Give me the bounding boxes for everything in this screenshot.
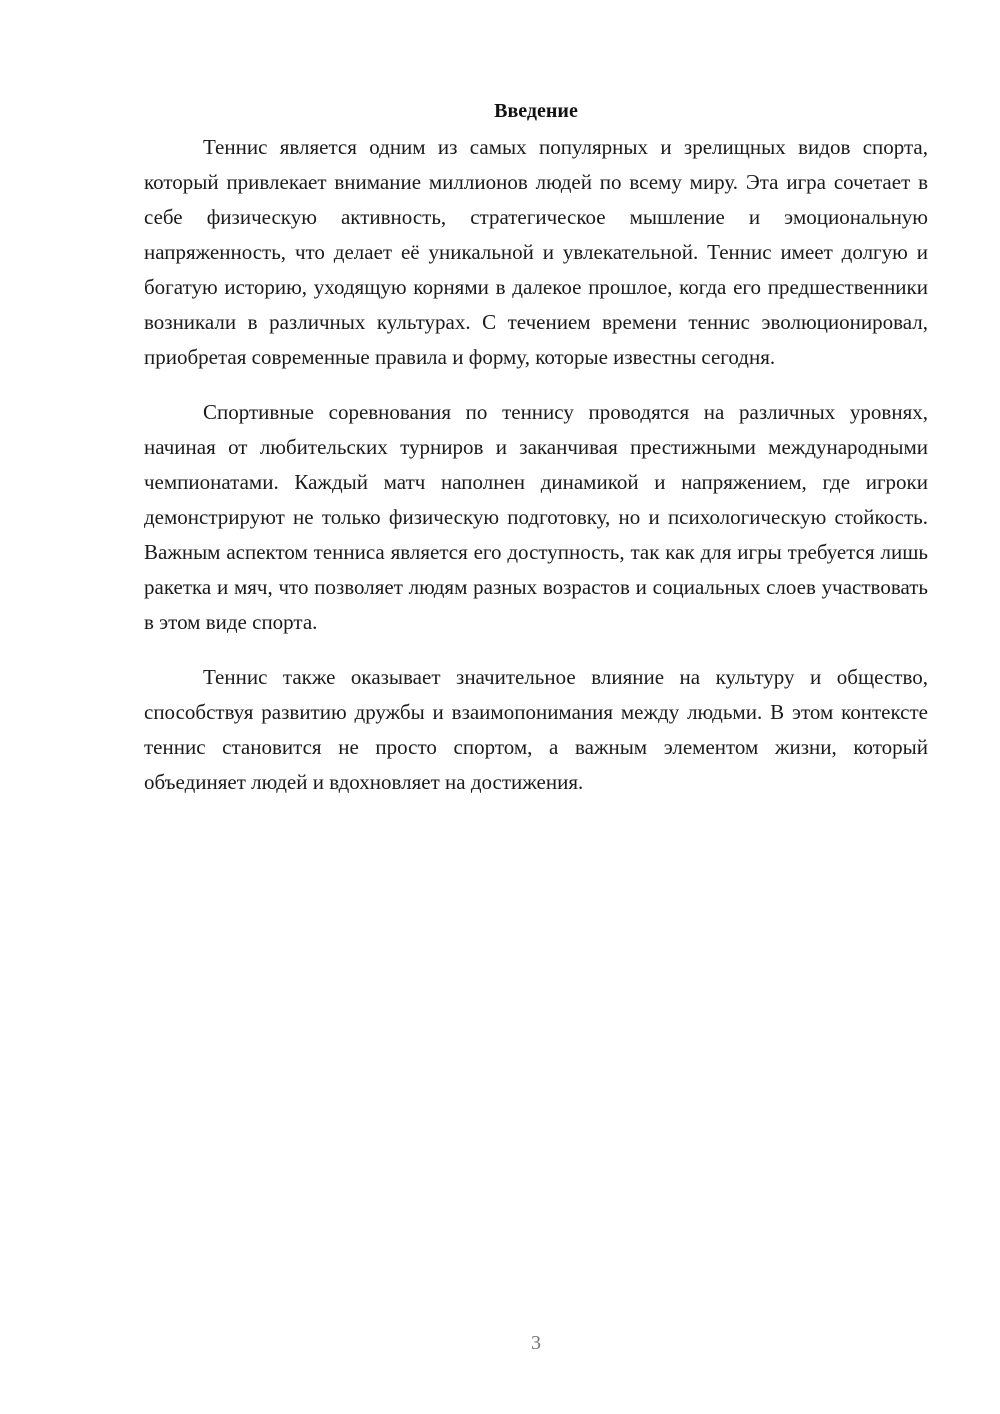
paragraph-1: Теннис является одним из самых популярных и зрелищных видов спорта, который привлекает внимание миллионов людей по всему миру. Эта игра сочетает в себе физическую активность, стратегическое мышление и эмоциональную напряженность, что делает её уникальной и увлекательной. Теннис имеет долгую и богатую историю, уходящую корнями в далекое прошлое, когда его предшественники возникали в различных культурах. С течением времени теннис эволюционировал, приобретая современные правила и форму, которые известны сегодня. [144, 135, 928, 369]
page-number: 3 [531, 1332, 541, 1354]
paragraph-2: Спортивные соревнования по теннису проводятся на различных уровнях, начиная от любительских турниров и заканчивая престижными международными чемпионатами. Каждый матч наполнен динамикой и напряжением, где игроки демонстрируют не только физическую подготовку, но и психологическую стойкость. Важным аспектом тенниса является его доступность, так как для игры требуется лишь ракетка и мяч, что позволяет людям разных возрастов и социальных слоев участвовать в этом виде спорта. [144, 400, 928, 634]
page-title: Введение [494, 100, 578, 122]
paragraph-3: Теннис также оказывает значительное влияние на культуру и общество, способствуя развитию дружбы и взаимопонимания между людьми. В этом контексте теннис становится не просто спортом, а важным элементом жизни, который объединяет людей и вдохновляет на достижения. [144, 665, 928, 794]
page-body [144, 92, 928, 800]
